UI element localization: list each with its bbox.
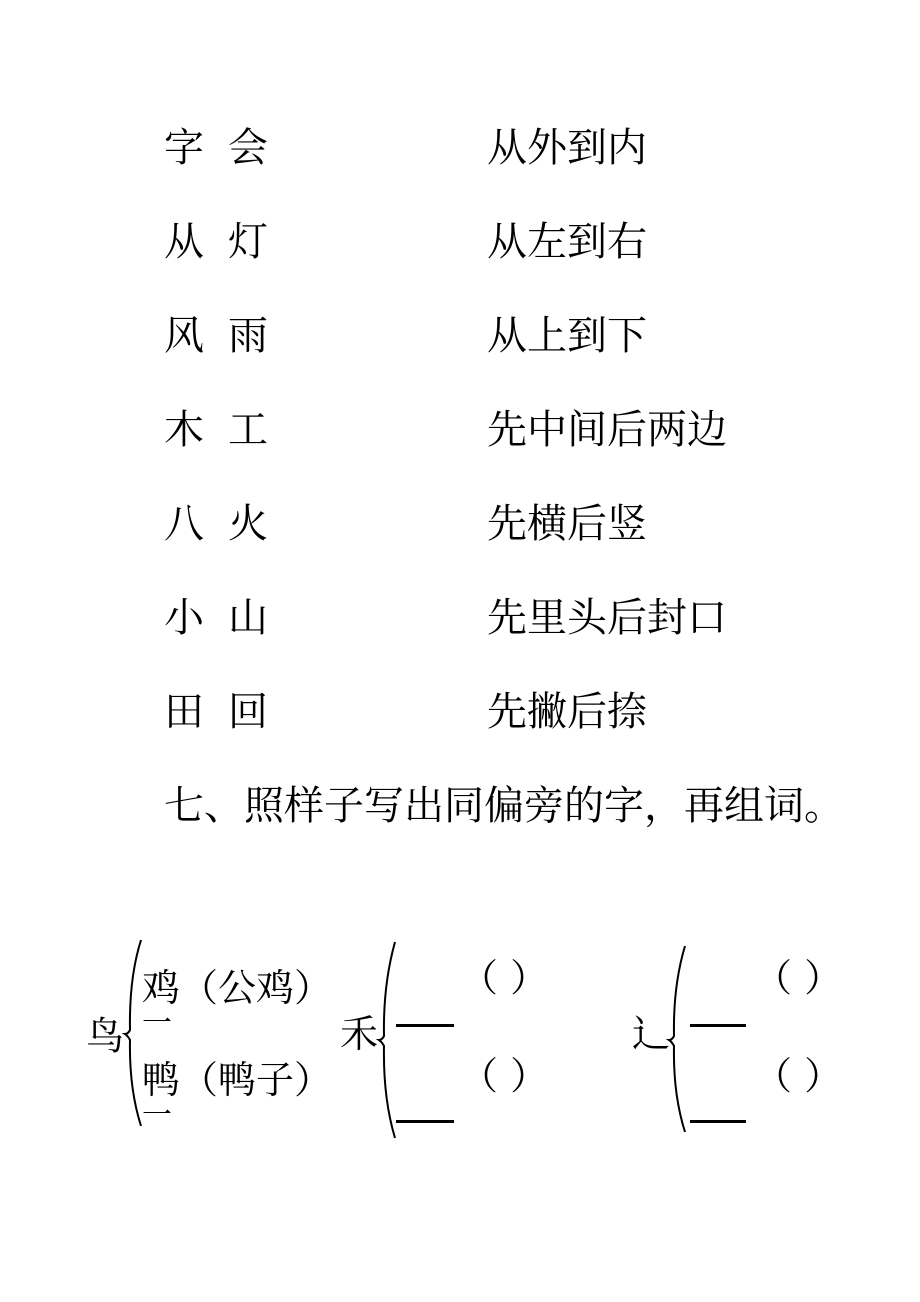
match-row-chars: [164, 124, 268, 172]
match-row-chars: [164, 218, 268, 266]
exercise-radical: 禾: [340, 1012, 379, 1056]
example-dash: 一: [142, 1006, 172, 1041]
example-word: （公鸡）: [180, 966, 333, 1010]
brace-icon: [668, 944, 688, 1134]
stroke-rule: 先撇后捺: [487, 689, 647, 735]
stroke-rule: 先横后竖: [487, 501, 647, 547]
char: 木: [164, 407, 204, 453]
brace-icon: [124, 938, 144, 1128]
char: 字: [164, 125, 204, 171]
brace-icon: [378, 940, 398, 1140]
exercise-radical: 辶: [632, 1012, 671, 1056]
char: 雨: [228, 313, 268, 359]
example-dash: 一: [142, 1098, 172, 1133]
blank-line[interactable]: [690, 1024, 746, 1027]
example-char: 鸡: [142, 966, 181, 1010]
stroke-rule: 先里头后封口: [487, 595, 727, 641]
example-radical: 鸟: [86, 1014, 125, 1058]
char: 从: [164, 219, 204, 265]
example-char: 鸭: [142, 1058, 181, 1102]
section-title: 七、照样子写出同偏旁的字，再组词。: [164, 783, 844, 829]
char: 风: [164, 313, 204, 359]
word-paren[interactable]: （ ）: [754, 956, 843, 1000]
match-row-chars: [164, 406, 268, 454]
char: 田: [164, 689, 204, 735]
stroke-rule: 从上到下: [487, 313, 647, 359]
example-word: （鸭子）: [180, 1058, 333, 1102]
word-paren[interactable]: （ ）: [754, 1054, 843, 1098]
blank-line[interactable]: [396, 1024, 454, 1027]
char: 灯: [228, 219, 268, 265]
word-paren[interactable]: （ ）: [460, 1054, 549, 1098]
char: 山: [228, 595, 268, 641]
char: 工: [228, 407, 268, 453]
match-row-chars: [164, 688, 268, 736]
char: 火: [228, 501, 268, 547]
char: 小: [164, 595, 204, 641]
stroke-rule: 先中间后两边: [487, 407, 727, 453]
char: 八: [164, 501, 204, 547]
match-row-chars: [164, 594, 268, 642]
char: 回: [228, 689, 268, 735]
word-paren[interactable]: （ ）: [460, 956, 549, 1000]
char: 会: [228, 125, 268, 171]
stroke-rule: 从外到内: [487, 125, 647, 171]
match-row-chars: [164, 500, 268, 548]
stroke-rule: 从左到右: [487, 219, 647, 265]
blank-line[interactable]: [396, 1120, 454, 1123]
blank-line[interactable]: [690, 1120, 746, 1123]
match-row-chars: [164, 312, 268, 360]
